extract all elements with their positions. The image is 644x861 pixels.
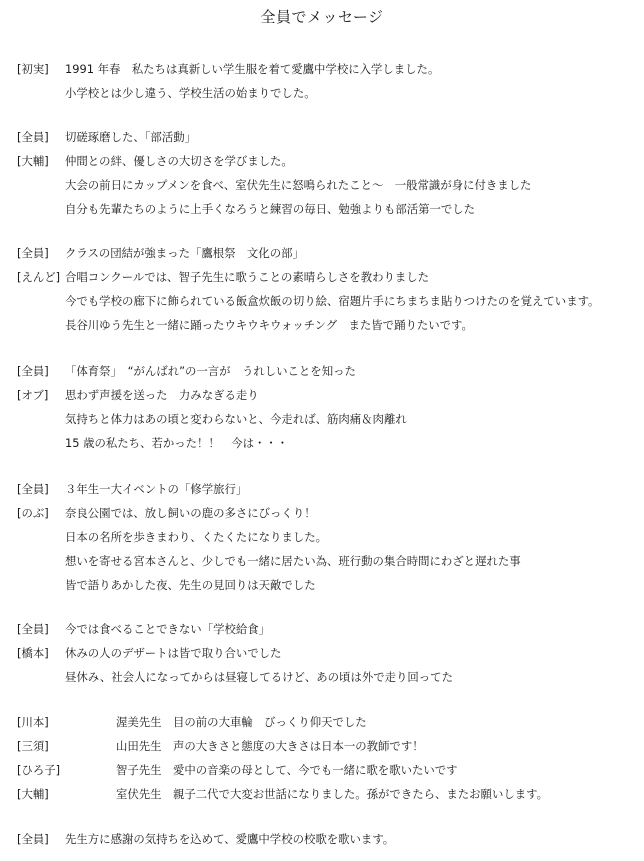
speaker-label: [全員] <box>17 622 49 636</box>
speaker-label: [全員] <box>17 832 49 846</box>
message-text: 大会の前日にカップメンを食べ、室伏先生に怒鳴られたこと～ 一般常識が身に付きました <box>65 178 532 192</box>
teacher-message-line <box>0 758 644 782</box>
teacher-message-line <box>0 710 644 734</box>
teacher-message-line <box>0 782 644 806</box>
speaker-label: [全員] <box>17 246 49 260</box>
document-title: 全員でメッセージ <box>260 8 384 26</box>
message-line <box>0 827 644 851</box>
message-text: 仲間との絆、優しさの大切さを学びました。 <box>65 154 293 168</box>
speaker-label: [大輔] <box>17 787 49 801</box>
message-line <box>0 173 644 197</box>
speaker-label: [三須] <box>17 739 49 753</box>
teacher-name: 室伏先生 <box>116 787 162 801</box>
message-line <box>0 241 644 265</box>
message-line <box>0 549 644 573</box>
message-text: 思わず声援を送った 力みなぎる走り <box>65 388 259 402</box>
message-line <box>0 359 644 383</box>
message-text: 15 歳の私たち、若かった！！ 今は・・・ <box>65 436 289 450</box>
section-closing <box>0 827 644 851</box>
speaker-label: [オブ] <box>17 388 49 402</box>
message-line <box>0 477 644 501</box>
section-entrance <box>0 57 644 105</box>
message-line <box>0 81 644 105</box>
message-line <box>0 265 644 289</box>
message-line <box>0 573 644 597</box>
message-line <box>0 125 644 149</box>
message-text: 切磋琢磨した、「部活動」 <box>65 130 196 144</box>
message-text: 気持ちと体力はあの頃と変わらないと、今走れば、筋肉痛＆肉離れ <box>65 412 407 426</box>
message-line <box>0 501 644 525</box>
speaker-label: [全員] <box>17 364 49 378</box>
message-line <box>0 57 644 81</box>
message-text: 愛中の音楽の母として、今でも一緒に歌を歌いたいです <box>173 763 458 777</box>
teacher-name: 山田先生 <box>116 739 162 753</box>
message-text: ３年生一大イベントの「修学旅行」 <box>65 482 248 496</box>
section-club-activities <box>0 125 644 221</box>
message-text: 合唱コンクールでは、智子先生に歌うことの素晴らしさを教わりました <box>65 270 430 284</box>
message-text: 奈良公園では、放し飼いの鹿の多さにびっくり！ <box>65 506 316 520</box>
section-culture-festival <box>0 241 644 337</box>
message-text: クラスの団結が強まった「鷹根祭 文化の部」 <box>65 246 304 260</box>
message-text: 日本の名所を歩きまわり、くたくたになりました。 <box>65 530 327 544</box>
message-line <box>0 407 644 431</box>
section-teacher-messages <box>0 710 644 806</box>
message-text: 昼休み、社会人になってからは昼寝してるけど、あの頃は外で走り回ってた <box>65 670 453 684</box>
message-line <box>0 641 644 665</box>
message-text: 今では食べることできない「学校給食」 <box>65 622 271 636</box>
speaker-label: [のぶ] <box>17 506 49 520</box>
section-sports-festival <box>0 359 644 455</box>
message-text: 1991 年春 私たちは真新しい学生服を着て愛鷹中学校に入学しました。 <box>65 62 440 76</box>
message-text: 「体育祭」 “がんばれ”の一言が うれしいことを知った <box>65 364 356 378</box>
message-line <box>0 383 644 407</box>
message-text: 声の大きさと態度の大きさは日本一の教師です！ <box>173 739 424 753</box>
teacher-message-line <box>0 734 644 758</box>
message-text: 自分も先輩たちのように上手くなろうと練習の毎日、勉強よりも部活第一でした <box>65 202 476 216</box>
message-text: 休みの人のデザートは皆で取り合いでした <box>65 646 282 660</box>
teacher-name: 智子先生 <box>116 763 162 777</box>
message-text: 親子二代で大変お世話になりました。孫ができたら、またお願いします。 <box>173 787 548 801</box>
message-line <box>0 289 644 313</box>
message-line <box>0 197 644 221</box>
message-line <box>0 525 644 549</box>
message-text: 想いを寄せる宮本さんと、少しでも一緒に居たい為、班行動の集合時間にわざと遅れた事 <box>65 554 521 568</box>
section-school-lunch <box>0 617 644 689</box>
message-line <box>0 149 644 173</box>
speaker-label: [全員] <box>17 482 49 496</box>
speaker-label: [川本] <box>17 715 49 729</box>
speaker-label: [橋本] <box>17 646 49 660</box>
speaker-label: [えんど] <box>17 270 61 284</box>
speaker-label: [初実] <box>17 62 49 76</box>
message-text: 今でも学校の廊下に飾られている飯盒炊飯の切り絵、宿題片手にちまちま貼りつけたのを覚えています。 <box>65 294 600 308</box>
message-line <box>0 617 644 641</box>
message-text: 小学校とは少し違う、学校生活の始まりでした。 <box>65 86 316 100</box>
speaker-label: [大輔] <box>17 154 49 168</box>
teacher-name: 渥美先生 <box>116 715 162 729</box>
message-text: 皆で語りあかした夜、先生の見回りは天敵でした <box>65 578 316 592</box>
message-text: 長谷川ゆう先生と一緒に踊ったウキウキウォッチング また皆で踊りたいです。 <box>65 318 473 332</box>
section-school-trip <box>0 477 644 597</box>
message-line <box>0 431 644 455</box>
message-text: 先生方に感謝の気持ちを込めて、愛鷹中学校の校歌を歌います。 <box>65 832 395 846</box>
speaker-label: [全員] <box>17 130 49 144</box>
message-line <box>0 313 644 337</box>
speaker-label: [ひろ子] <box>17 763 61 777</box>
message-line <box>0 665 644 689</box>
message-text: 目の前の大車輪 びっくり仰天でした <box>173 715 367 729</box>
